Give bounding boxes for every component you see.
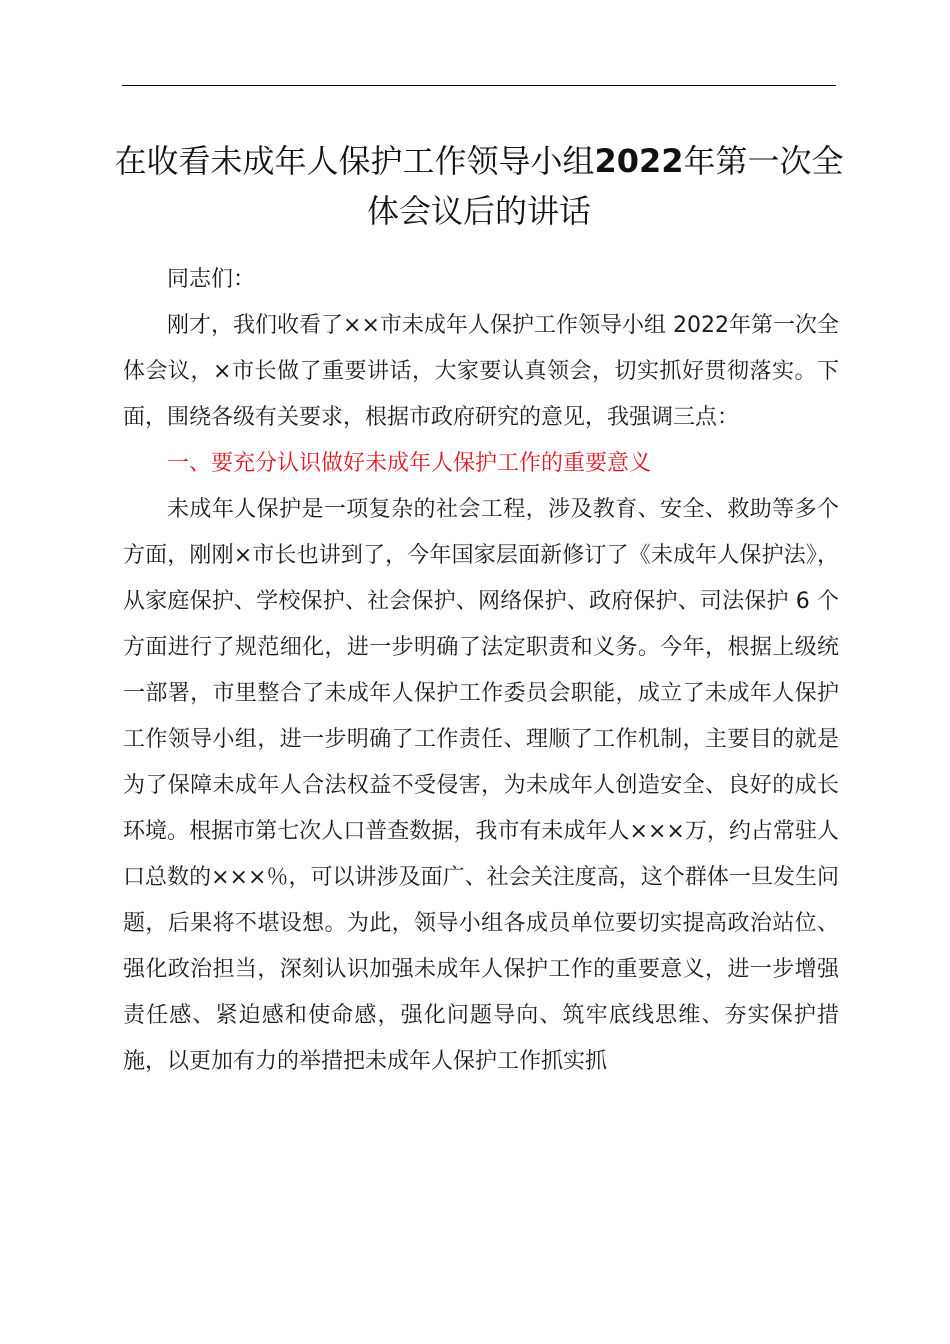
paragraph-section1: 未成年人保护是一项复杂的社会工程，涉及教育、安全、救助等多个方面，刚刚×市长也讲到了，今年国家层面新修订了《未成年人保护法》，从家庭保护、学校保护、社会保护、网络保护、政府保护、司法保护 6 个方面进行了规范细化，进一步明确了法定职责和义务。今年，根据上级统一部署，市里整合了未成年人保护工作委员会职能，成立了未成年人保护工作领导小组，进一步明确了工作责任、理顺了工作机制，主要目的就是为了保障未成年人合法权益不受侵害，为未成年人创造安全、良好的成长环境。根据市第七次人口普查数据，我市有未成年人×××万，约占常驻人口总数的×××％，可以讲涉及面广、社会关注度高，这个群体一旦发生问题，后果将不堪设想。为此，领导小组各成员单位要切实提高政治站位、强化政治担当，深刻认识加强未成年人保护工作的重要意义，进一步增强责任感、紧迫感和使命感，强化问题导向、筑牢底线思维、夯实保护措施，以更加有力的举措把未成年人保护工作抓实抓 bbox=[123, 497, 839, 1074]
paragraph-intro: 刚才，我们收看了××市未成年人保护工作领导小组 2022年第一次全体会议，×市长做了重要讲话，大家要认真领会，切实抓好贯彻落实。下面，围绕各级有关要求，根据市政府研究的意见，我强调三点： bbox=[123, 313, 839, 430]
document-title bbox=[110, 136, 848, 236]
header-rule bbox=[122, 85, 836, 86]
title-text-part2: 年第一次全体会议后的讲话 bbox=[366, 142, 844, 230]
salutation: 同志们： bbox=[167, 267, 256, 292]
section-heading-1: 一、要充分认识做好未成年人保护工作的重要意义 bbox=[167, 451, 652, 476]
title-text-part1: 在收看未成年人保护工作领导小组 bbox=[114, 142, 595, 180]
title-year: 2022 bbox=[594, 142, 684, 180]
document-body bbox=[123, 257, 839, 1085]
